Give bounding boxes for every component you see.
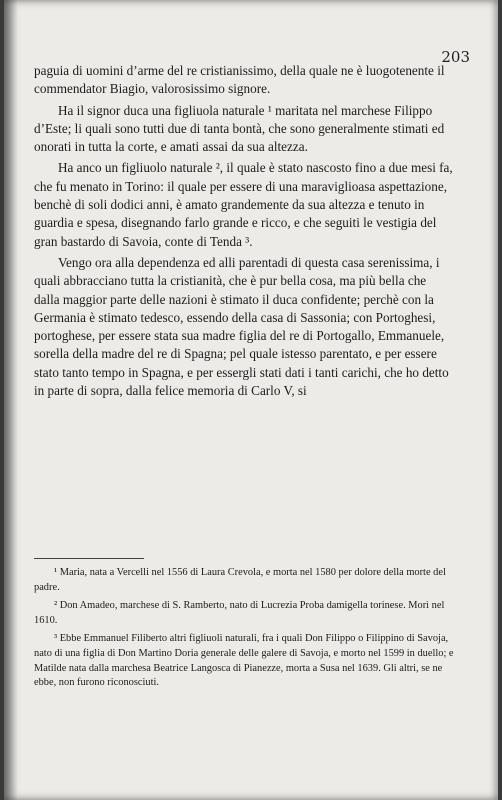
paragraph-3: Ha anco un figliuolo naturale ², il quale è stato nascosto fino a due mesi fa, che fu menato in Torino: il quale per essere di una maraviglioasa aspettazione, benchè di soli dodici anni, è amato grandemente da sua altezza e tenuto in guardia e spesa, disegnando farlo grande e ricco, e che seguiti le vestigia del gran bastardo di Savoia, conte di Tenda ³. <box>34 160 453 249</box>
gutter-shadow <box>4 0 18 800</box>
footnote-3: ³ Ebbe Emmanuel Filiberto altri figliuoli naturali, fra i quali Don Filippo o Filippino di Savoja, nato di una figlia di Don Martino Doria generale delle galere di Savoja, e morto nel 1599 in duello; e Matilde nata dalla marchesa Beatrice Langosca di Pianezze, morta a Susa nel 1639. Gli altri, se ne ebbe, non furono riconosciuti. <box>34 633 454 689</box>
footnotes <box>34 566 459 695</box>
page-number: 203 <box>441 48 470 66</box>
paragraph-2: Ha il signor duca una figliuola naturale ¹ maritata nel marchese Filippo d’Este; li quali sono tutti due di tanta bontà, che sono generalmente stimati ed onorati in tutta la corte, e amati assai da sua altezza. <box>34 102 445 155</box>
book-page <box>4 0 498 800</box>
main-text <box>34 62 454 400</box>
paragraph-1: paguia di uomini d’arme del re cristianissimo, della quale ne è luogotenente il commendator Biagio, valorosissimo signore. <box>34 63 445 97</box>
paragraph-4: Vengo ora alla dependenza ed alli parentadi di questa casa serenissima, i quali abbracciano tutta la cristianità, che è pur bella cosa, ma più bella che dalla maggior parte delle nazioni è stimato il duca confidente; perchè con la Germania è stimato tedesco, essendo della casa di Sassonia; con Portoghesi, portoghese, per essere stata sua madre figlia del re di Portogallo, Emmanuele, sorella della madre del re di Spagna; pel quale istesso parentato, e per essere stato tanto tempo in Spagna, e per essergli stati dati i tanti carichi, che ho detto in parte di sopra, dalla felice memoria di Carlo V, si <box>34 254 449 399</box>
footnote-rule <box>34 558 144 559</box>
footnote-1: ¹ Maria, nata a Vercelli nel 1556 di Laura Crevola, e morta nel 1580 per dolore della morte del padre. <box>34 567 446 593</box>
footnote-2: ² Don Amadeo, marchese di S. Ramberto, nato di Lucrezia Proba damigella torinese. Morì nel 1610. <box>34 600 445 626</box>
